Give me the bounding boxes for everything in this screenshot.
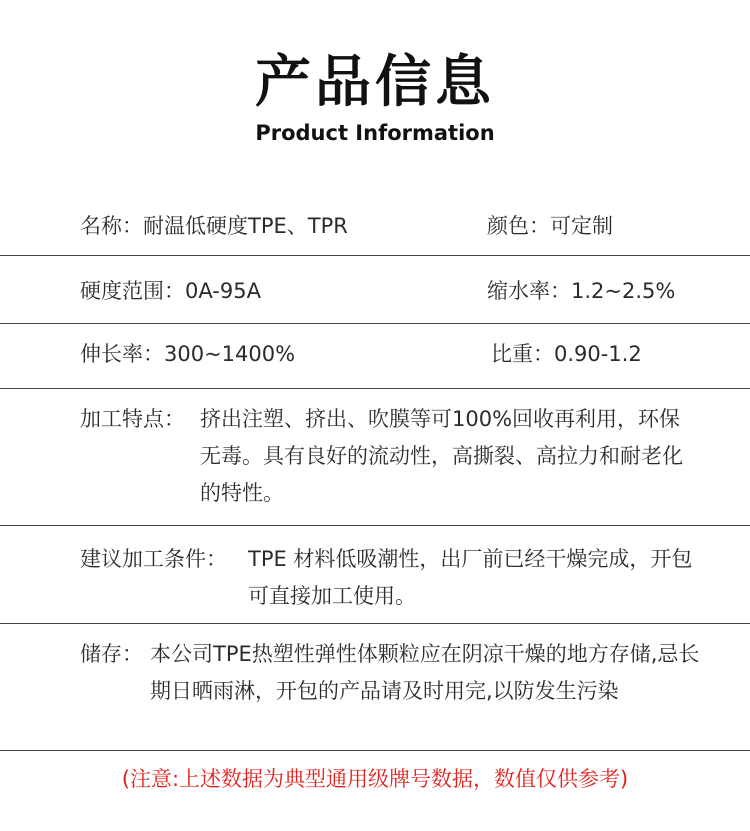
spec-hardness: 硬度范围：0A-95A — [80, 279, 261, 303]
storage-row — [0, 624, 750, 751]
spec-row-name-color — [0, 195, 750, 256]
storage-block — [80, 636, 710, 748]
spec-row-elongation-density — [0, 324, 750, 389]
spec-color: 颜色：可定制 — [487, 214, 613, 238]
processing-text: 挤出注塑、挤出、吹膜等可100%回收再利用，环保无毒。具有良好的流动性，高撕裂、高拉力和耐老化的特性。 — [200, 407, 683, 505]
conditions-label: 建议加工条件： — [80, 547, 227, 571]
disclaimer-note: (注意:上述数据为典型通用级牌号数据，数值仅供参考) — [121, 767, 629, 791]
spec-shrinkage: 缩水率：1.2~2.5% — [487, 279, 676, 303]
processing-row — [0, 389, 750, 526]
page-title: 产品信息 — [255, 50, 495, 115]
spec-name: 名称：耐温低硬度TPE、TPR — [80, 214, 348, 238]
processing-block — [80, 401, 700, 516]
conditions-block — [80, 541, 705, 616]
storage-text: 本公司TPE热塑性弹性体颗粒应在阴凉干燥的地方存储,忌长期日晒雨淋，开包的产品请及时用完,以防发生污染 — [150, 642, 700, 703]
spec-density: 比重：0.90-1.2 — [491, 342, 642, 366]
processing-label: 加工特点： — [80, 407, 185, 431]
page-subtitle: Product Information — [255, 121, 495, 145]
spec-elongation: 伸长率：300~1400% — [80, 342, 296, 366]
spec-row-hardness-shrinkage — [0, 256, 750, 324]
conditions-text: TPE 材料低吸潮性，出厂前已经干燥完成，开包可直接加工使用。 — [248, 547, 693, 608]
conditions-row — [0, 526, 750, 624]
storage-label: 储存： — [80, 642, 143, 666]
